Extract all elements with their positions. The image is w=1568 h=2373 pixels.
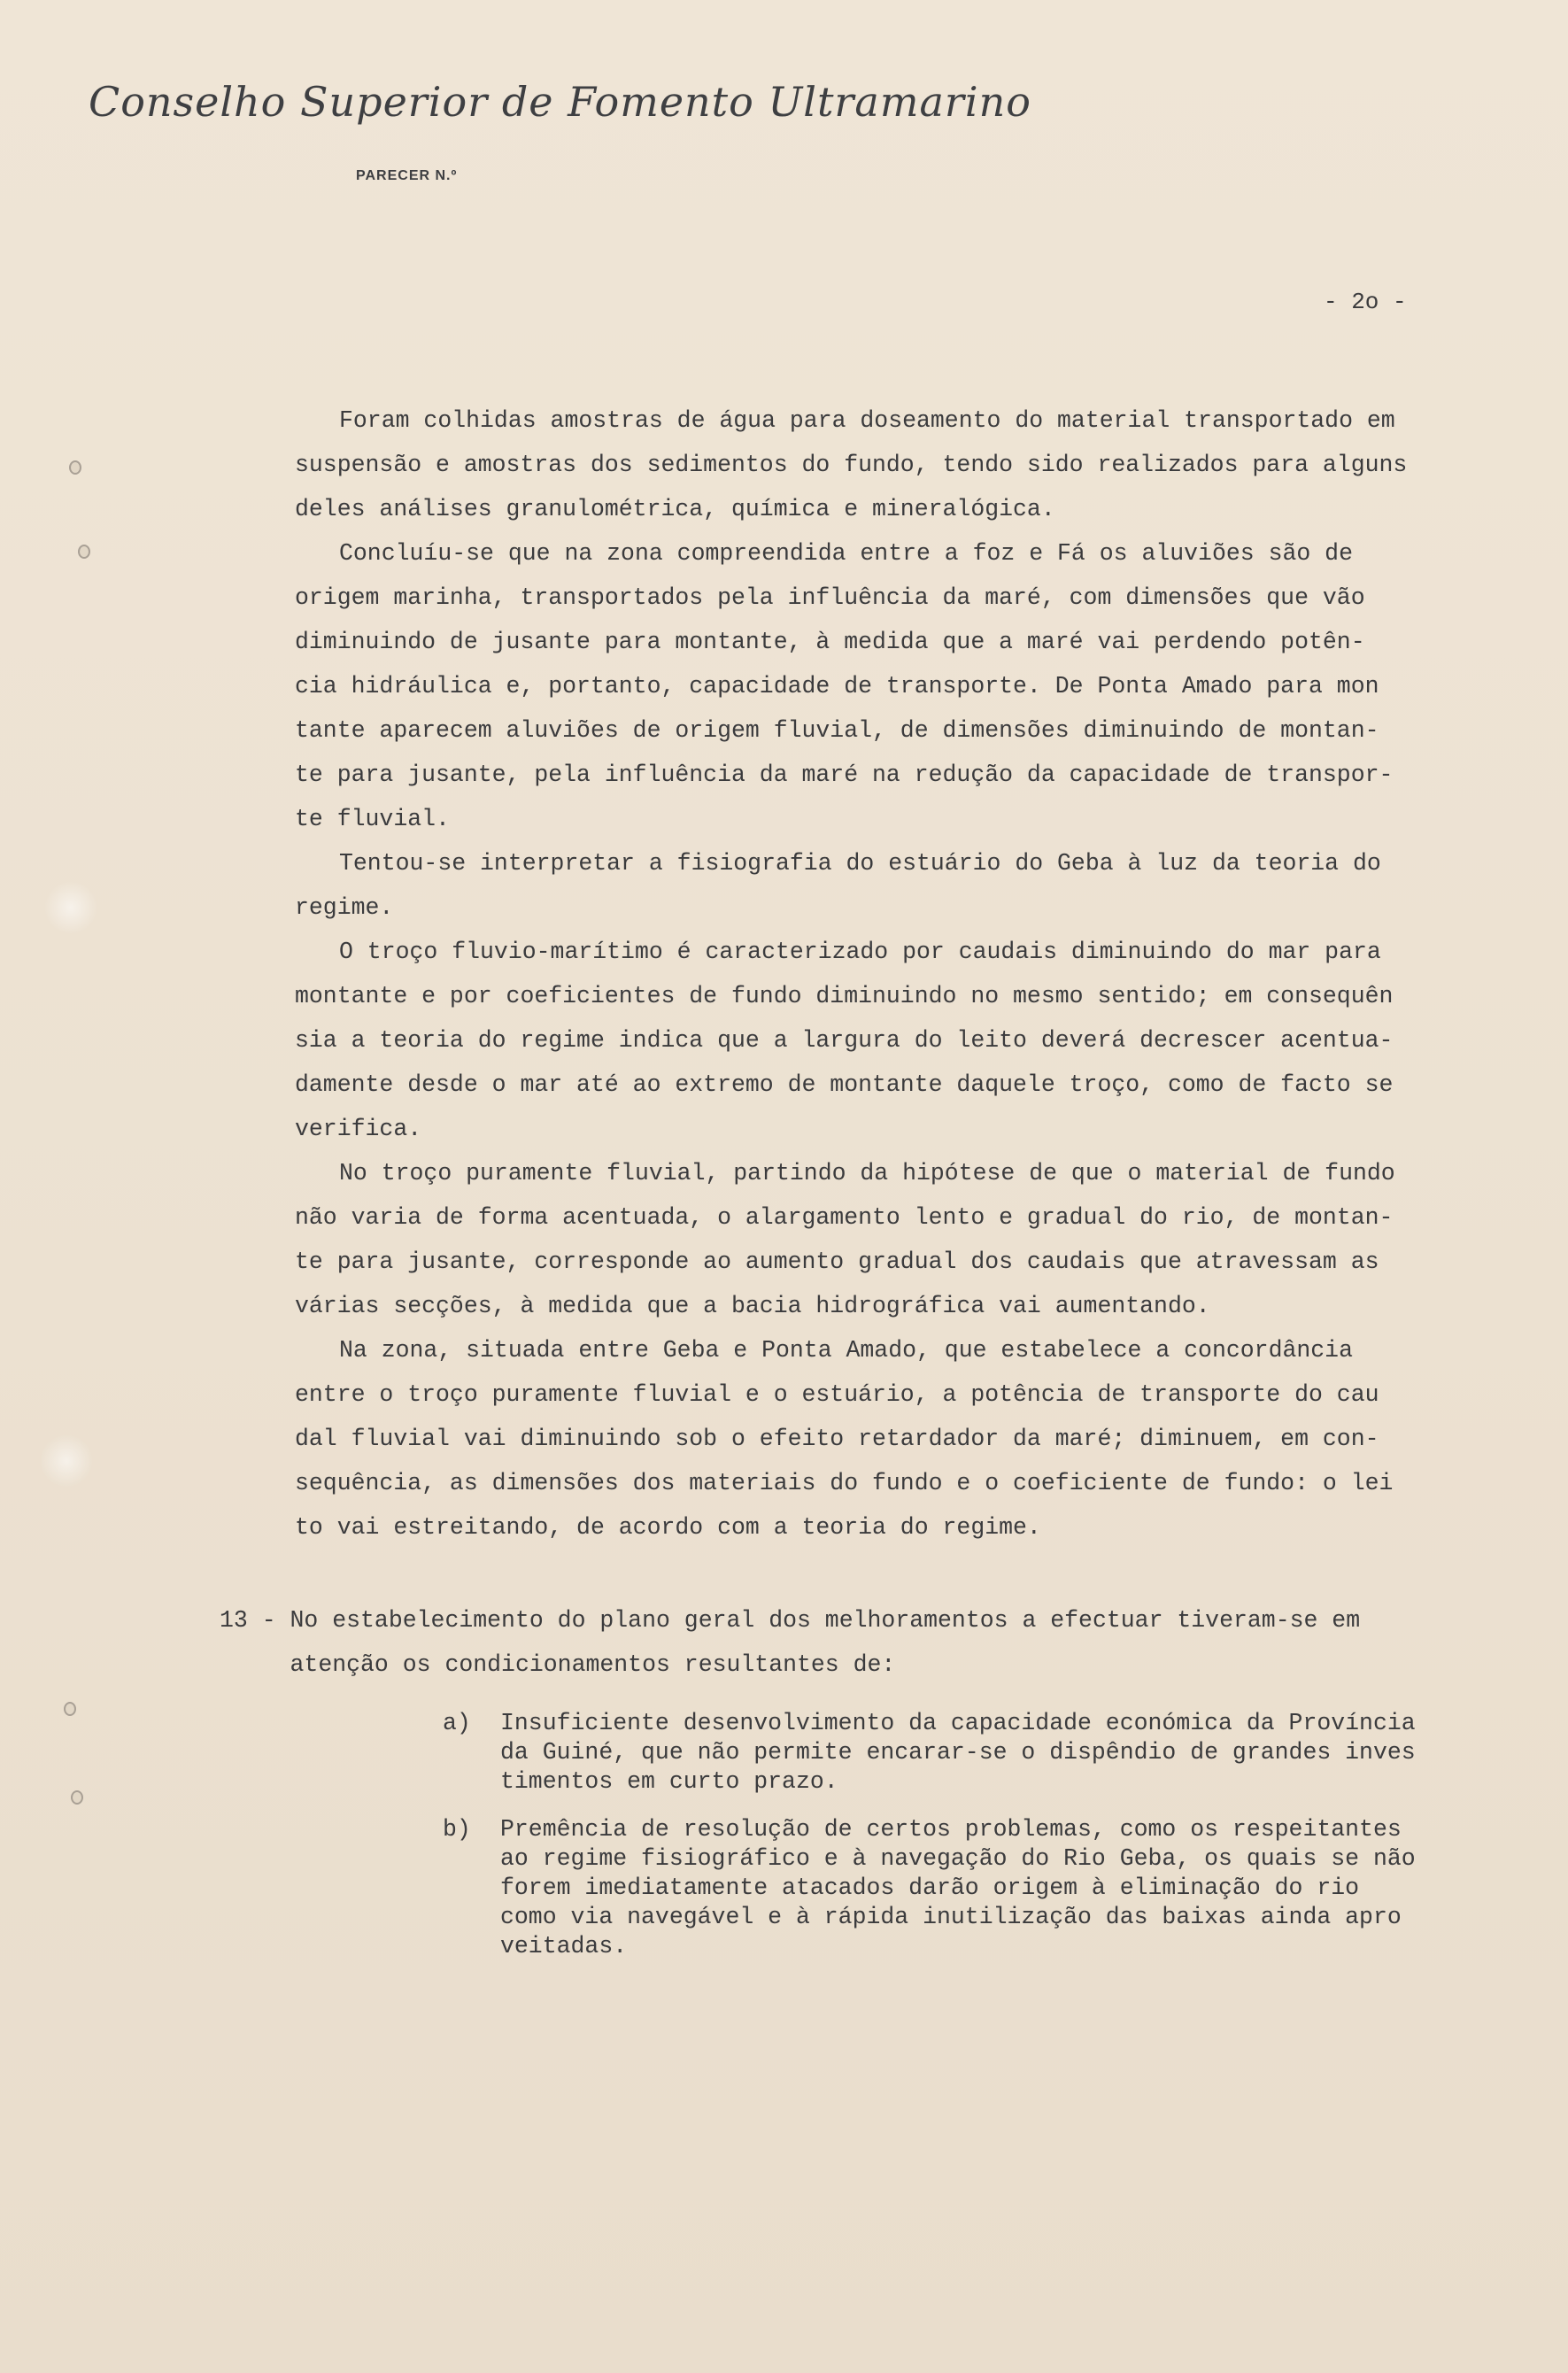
text-line: te para jusante, pela influência da maré na redução da capacidade de transpor- bbox=[295, 761, 1394, 788]
letterhead-title: Conselho Superior de Fomento Ultramarino bbox=[89, 78, 1031, 126]
paragraph bbox=[295, 841, 1381, 930]
text-line: Tentou-se interpretar a fisiografia do estuário do Geba à luz da teoria do bbox=[339, 850, 1381, 877]
text-line: atenção os condicionamentos resultantes de: bbox=[220, 1651, 896, 1678]
text-line: sequência, as dimensões dos materiais do fundo e o coeficiente de fundo: o lei bbox=[295, 1470, 1394, 1496]
text-line: não varia de forma acentuada, o alargamento lento e gradual do rio, de montan- bbox=[295, 1204, 1394, 1231]
text-line: 13 - No estabelecimento do plano geral dos melhoramentos a efectuar tiveram-se em bbox=[220, 1607, 1361, 1634]
paragraph bbox=[295, 398, 1407, 531]
text-line: Insuficiente desenvolvimento da capacidade económica da Província bbox=[500, 1710, 1416, 1736]
list-item-label: b) bbox=[443, 1816, 471, 1843]
text-line: O troço fluvio-marítimo é caracterizado por caudais diminuindo do mar para bbox=[339, 939, 1381, 965]
text-line: forem imediatamente atacados darão origem à eliminação do rio bbox=[500, 1874, 1360, 1901]
list-item bbox=[500, 1815, 1416, 1961]
text-line: sia a teoria do regime indica que a largura do leito deverá decrescer acentua- bbox=[295, 1027, 1394, 1054]
paper-smudge bbox=[40, 1434, 93, 1488]
paragraph bbox=[295, 1328, 1393, 1550]
text-line: regime. bbox=[295, 894, 394, 921]
text-line: damente desde o mar até ao extremo de montante daquele troço, como de facto se bbox=[295, 1071, 1394, 1098]
binder-hole-mark bbox=[69, 460, 81, 475]
text-line: Concluíu-se que na zona compreendida entre a foz e Fá os aluviões são de bbox=[339, 540, 1353, 567]
binder-hole-mark bbox=[71, 1790, 83, 1805]
paragraph bbox=[295, 531, 1393, 841]
text-line: Premência de resolução de certos problemas, como os respeitantes bbox=[500, 1816, 1402, 1843]
text-line: entre o troço puramente fluvial e o estuário, a potência de transporte do cau bbox=[295, 1381, 1379, 1408]
paragraph bbox=[295, 930, 1393, 1151]
text-line: to vai estreitando, de acordo com a teoria do regime. bbox=[295, 1514, 1041, 1541]
text-line: várias secções, à medida que a bacia hidrográfica vai aumentando. bbox=[295, 1293, 1210, 1319]
text-line: tante aparecem aluviões de origem fluvial, de dimensões diminuindo de montan- bbox=[295, 717, 1379, 744]
text-line: deles análises granulométrica, química e mineralógica. bbox=[295, 496, 1055, 522]
text-line: verifica. bbox=[295, 1116, 422, 1142]
text-line: suspensão e amostras dos sedimentos do fundo, tendo sido realizados para alguns bbox=[295, 452, 1408, 478]
text-line: veitadas. bbox=[500, 1933, 628, 1959]
binder-hole-mark bbox=[64, 1702, 76, 1716]
binder-hole-mark bbox=[78, 545, 90, 559]
paragraph bbox=[295, 1151, 1395, 1328]
text-line: No troço puramente fluvial, partindo da hipótese de que o material de fundo bbox=[339, 1160, 1395, 1186]
text-line: cia hidráulica e, portanto, capacidade de transporte. De Ponta Amado para mon bbox=[295, 673, 1379, 700]
list-item bbox=[500, 1709, 1416, 1797]
list-item-label: a) bbox=[443, 1710, 471, 1736]
parecer-label: PARECER N.º bbox=[356, 168, 458, 183]
text-line: diminuindo de jusante para montante, à medida que a maré vai perdendo potên- bbox=[295, 629, 1365, 655]
text-line: como via navegável e à rápida inutilização das baixas ainda apro bbox=[500, 1904, 1402, 1930]
paper-smudge bbox=[44, 881, 97, 934]
section-13 bbox=[220, 1598, 1360, 1687]
text-line: te fluvial. bbox=[295, 806, 450, 832]
text-line: timentos em curto prazo. bbox=[500, 1768, 838, 1795]
text-line: te para jusante, corresponde ao aumento gradual dos caudais que atravessam as bbox=[295, 1248, 1379, 1275]
text-line: dal fluvial vai diminuindo sob o efeito retardador da maré; diminuem, em con- bbox=[295, 1426, 1379, 1452]
text-line: ao regime fisiográfico e à navegação do Rio Geba, os quais se não bbox=[500, 1845, 1416, 1872]
text-line: origem marinha, transportados pela influência da maré, com dimensões que vão bbox=[295, 584, 1365, 611]
page-number: - 2o - bbox=[1324, 289, 1407, 315]
text-line: montante e por coeficientes de fundo diminuindo no mesmo sentido; em consequên bbox=[295, 983, 1394, 1009]
text-line: Na zona, situada entre Geba e Ponta Amado, que estabelece a concordância bbox=[339, 1337, 1353, 1364]
text-line: da Guiné, que não permite encarar-se o dispêndio de grandes inves bbox=[500, 1739, 1416, 1766]
text-line: Foram colhidas amostras de água para doseamento do material transportado em bbox=[339, 407, 1395, 434]
